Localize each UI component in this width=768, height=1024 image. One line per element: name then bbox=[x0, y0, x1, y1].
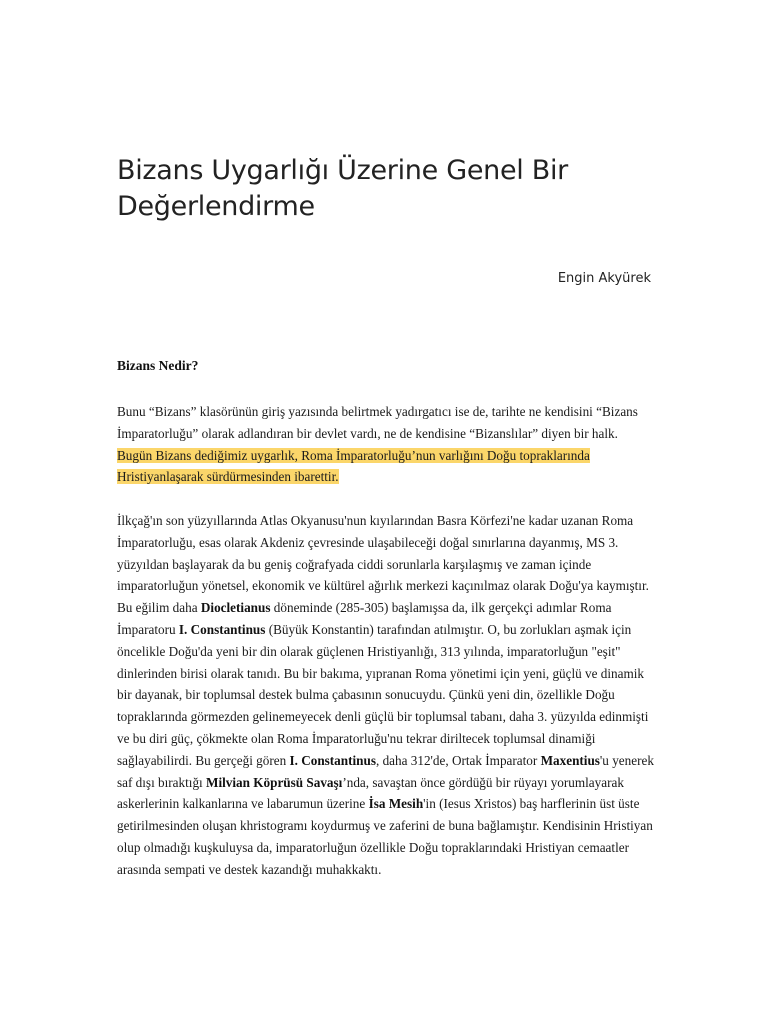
text-segment: döneminde (285-305) başlamışsa da, ilk gerçekçi adımlar Roma İmparatoru bbox=[117, 600, 612, 637]
bold-term-diocletianus: Diocletianus bbox=[200, 600, 271, 616]
page-title: Bizans Uygarlığı Üzerine Genel Bir Değerlendirme bbox=[117, 155, 568, 222]
paragraph-intro bbox=[117, 401, 655, 488]
text-segment: 'in (Iesus Xristos) baş harflerinin üst üste getirilmesinden oluşan khristogramı koydurmuş ve zaferini de buna bağlamıştır. Kendisinin Hristiyan olup olmadığı kuşkuluysa da, imparatorluğun özellikle Doğu topraklarındaki Hristiyan cemaatler arasında sempati ve destek kazandığı muhakkaktı. bbox=[117, 796, 653, 877]
bold-term-isa-mesih: İsa Mesih bbox=[368, 796, 424, 812]
text-segment: , daha 312'de, Ortak İmparator bbox=[375, 752, 541, 768]
paragraph-history bbox=[117, 510, 655, 881]
bold-term-constantinus-2: I. Constantinus bbox=[289, 752, 376, 768]
text-segment: (Büyük Konstantin) tarafından atılmıştır. O, bu zorlukları aşmak için öncelikle Doğu'da yeni bir din olarak güçlenen Hristiyanlığı, 313 yılında, imparatorluğun "eşit" dinlerinden birisi olarak tanıdı. Bu bir bakıma, yıpranan Roma yönetimi için yeni, güçlü ve dinamik bir dayanak, bir toplumsal destek bulma çabasının sonucuydu. Çünkü yeni din, özellikle Doğu topraklarında görmezden gelinemeyecek denli güçlü bir toplumsal tabanı, daha 3. yüzyılda edinmişti ve bu diri güç, çökmekte olan Roma İmparatorluğu'nu tekrar diriltecek toplumsal dinamiği sağlayabilirdi. Bu gerçeği gören bbox=[117, 621, 649, 768]
author-name: Engin Akyürek bbox=[557, 271, 651, 286]
text-segment: 'u yenerek saf dışı bıraktığı bbox=[117, 752, 654, 790]
text-segment: İlkçağ'ın son yüzyıllarında Atlas Okyanusu'nun kıyılarından Basra Körfezi'ne kadar uzanan Roma İmparatorluğu, esas olarak Akdeniz çevresinde ulaşabileceği doğal sınırlarına dayanmış, MS 3. yüzyıldan başlayarak da bu geniş coğrafyada ciddi sorunlarla karşılaşmış ve zaman içinde imparatorluğun yönetsel, ekonomik ve kültürel ağırlık merkezi kaçınılmaz olarak Doğu'ya kaymıştır. Bu eğilim daha bbox=[117, 513, 649, 616]
bold-term-constantinus: I. Constantinus bbox=[178, 621, 266, 637]
bold-term-milvian-bridge: Milvian Köprüsü Savaşı bbox=[206, 774, 343, 790]
paragraph-history-text bbox=[117, 510, 655, 881]
text-segment: ’nda, savaştan önce gördüğü bir rüyayı yorumlayarak askerlerinin kalkanlarına ve labarumun üzerine bbox=[117, 774, 624, 812]
bold-term-maxentius: Maxentius bbox=[540, 752, 600, 768]
section-heading: Bizans Nedir? bbox=[117, 358, 199, 373]
highlighted-sentence: Bugün Bizans dediğimiz uygarlık, Roma İmparatorluğu’nun varlığını Doğu topraklarında Hristiyanlaşarak sürdürmesinden ibarettir. bbox=[117, 447, 590, 485]
paragraph-intro-text bbox=[117, 401, 655, 488]
paragraph-intro-plain: Bunu “Bizans” klasörünün giriş yazısında belirtmek yadırgatıcı ise de, tarihte ne kendisini “Bizans İmparatorluğu” olarak adlandıran bir devlet vardı, ne de kendisine “Bizanslılar” diyen bir halk. bbox=[117, 404, 638, 441]
